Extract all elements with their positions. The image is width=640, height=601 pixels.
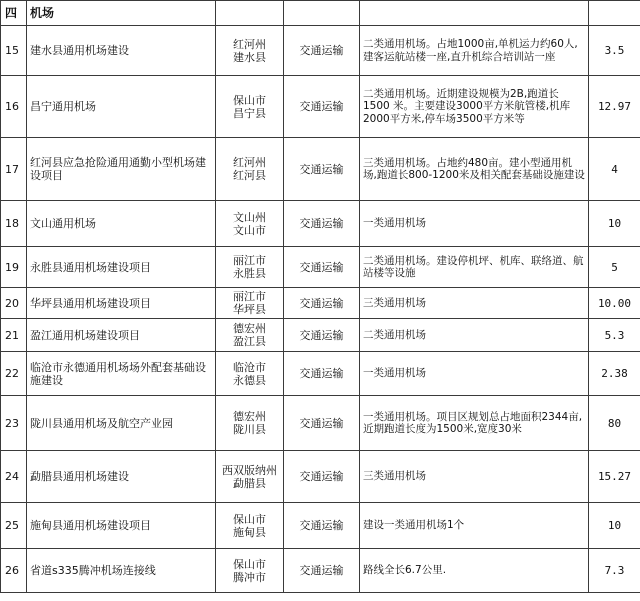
description: 二类通用机场 — [360, 319, 589, 352]
industry: 交通运输 — [284, 76, 360, 138]
location: 保山市 腾冲市 — [216, 549, 284, 593]
row-number: 26 — [1, 549, 27, 593]
description: 建设一类通用机场1个 — [360, 503, 589, 549]
project-name: 建水县通用机场建设 — [27, 26, 216, 76]
project-name: 永胜县通用机场建设项目 — [27, 247, 216, 288]
location: 文山州 文山市 — [216, 201, 284, 247]
description: 路线全长6.7公里. — [360, 549, 589, 593]
project-name: 红河县应急抢险通用通勤小型机场建设项目 — [27, 138, 216, 201]
row-number: 20 — [1, 288, 27, 319]
table-row — [1, 319, 640, 352]
project-name: 省道s335腾冲机场连接线 — [27, 549, 216, 593]
row-number: 15 — [1, 26, 27, 76]
investment-value: 5 — [589, 247, 640, 288]
description: 一类通用机场 — [360, 201, 589, 247]
description: 三类通用机场 — [360, 288, 589, 319]
table-row — [1, 138, 640, 201]
investment-value: 5.3 — [589, 319, 640, 352]
investment-value: 12.97 — [589, 76, 640, 138]
description: 三类通用机场 — [360, 451, 589, 503]
location: 红河州 建水县 — [216, 26, 284, 76]
industry: 交通运输 — [284, 138, 360, 201]
industry: 交通运输 — [284, 352, 360, 396]
investment-value: 10 — [589, 503, 640, 549]
table-row — [1, 201, 640, 247]
project-name: 施甸县通用机场建设项目 — [27, 503, 216, 549]
investment-value: 15.27 — [589, 451, 640, 503]
project-name: 盈江通用机场建设项目 — [27, 319, 216, 352]
industry: 交通运输 — [284, 451, 360, 503]
location: 保山市 施甸县 — [216, 503, 284, 549]
row-number: 23 — [1, 396, 27, 451]
investment-value: 2.38 — [589, 352, 640, 396]
location: 临沧市 永德县 — [216, 352, 284, 396]
location: 丽江市 华坪县 — [216, 288, 284, 319]
row-number: 16 — [1, 76, 27, 138]
description: 二类通用机场。建设停机坪、机库、联络道、航站楼等设施 — [360, 247, 589, 288]
location: 红河州 红河县 — [216, 138, 284, 201]
table-row — [1, 396, 640, 451]
table-row — [1, 352, 640, 396]
description: 二类通用机场。占地1000亩,单机运力约60人,建客运航站楼一座,直升机综合培训站一座 — [360, 26, 589, 76]
row-number: 18 — [1, 201, 27, 247]
description: 一类通用机场 — [360, 352, 589, 396]
location: 西双版纳州 勐腊县 — [216, 451, 284, 503]
industry: 交通运输 — [284, 503, 360, 549]
section-title: 机场 — [27, 1, 216, 26]
industry: 交通运输 — [284, 549, 360, 593]
industry: 交通运输 — [284, 247, 360, 288]
section-header-row — [1, 1, 640, 26]
project-name: 勐腊县通用机场建设 — [27, 451, 216, 503]
location: 德宏州 盈江县 — [216, 319, 284, 352]
table-row — [1, 26, 640, 76]
location: 丽江市 永胜县 — [216, 247, 284, 288]
location: 德宏州 陇川县 — [216, 396, 284, 451]
row-number: 17 — [1, 138, 27, 201]
location: 保山市 昌宁县 — [216, 76, 284, 138]
investment-value: 4 — [589, 138, 640, 201]
row-number: 24 — [1, 451, 27, 503]
investment-value: 7.3 — [589, 549, 640, 593]
industry: 交通运输 — [284, 319, 360, 352]
investment-value: 3.5 — [589, 26, 640, 76]
row-number: 22 — [1, 352, 27, 396]
row-number: 19 — [1, 247, 27, 288]
table-row — [1, 451, 640, 503]
description: 一类通用机场。项目区规划总占地面积2344亩,近期跑道长度为1500米,宽度30米 — [360, 396, 589, 451]
description: 二类通用机场。近期建设规模为2B,跑道长1500 米。主要建设3000平方米航管楼,机库2000平方米,停车场3500平方米等 — [360, 76, 589, 138]
section-number: 四 — [1, 1, 27, 26]
row-number: 21 — [1, 319, 27, 352]
industry: 交通运输 — [284, 288, 360, 319]
table-row — [1, 247, 640, 288]
project-name: 华坪县通用机场建设项目 — [27, 288, 216, 319]
table-row — [1, 503, 640, 549]
project-name: 临沧市永德通用机场场外配套基础设施建设 — [27, 352, 216, 396]
project-name: 陇川县通用机场及航空产业园 — [27, 396, 216, 451]
industry: 交通运输 — [284, 201, 360, 247]
description: 三类通用机场。占地约480亩。建小型通用机场,跑道长800-1200米及相关配套基础设施建设 — [360, 138, 589, 201]
industry: 交通运输 — [284, 26, 360, 76]
table-row — [1, 76, 640, 138]
project-name: 文山通用机场 — [27, 201, 216, 247]
row-number: 25 — [1, 503, 27, 549]
investment-value: 10 — [589, 201, 640, 247]
investment-value: 10.00 — [589, 288, 640, 319]
table-row — [1, 549, 640, 593]
investment-value: 80 — [589, 396, 640, 451]
project-name: 昌宁通用机场 — [27, 76, 216, 138]
table-row — [1, 288, 640, 319]
industry: 交通运输 — [284, 396, 360, 451]
